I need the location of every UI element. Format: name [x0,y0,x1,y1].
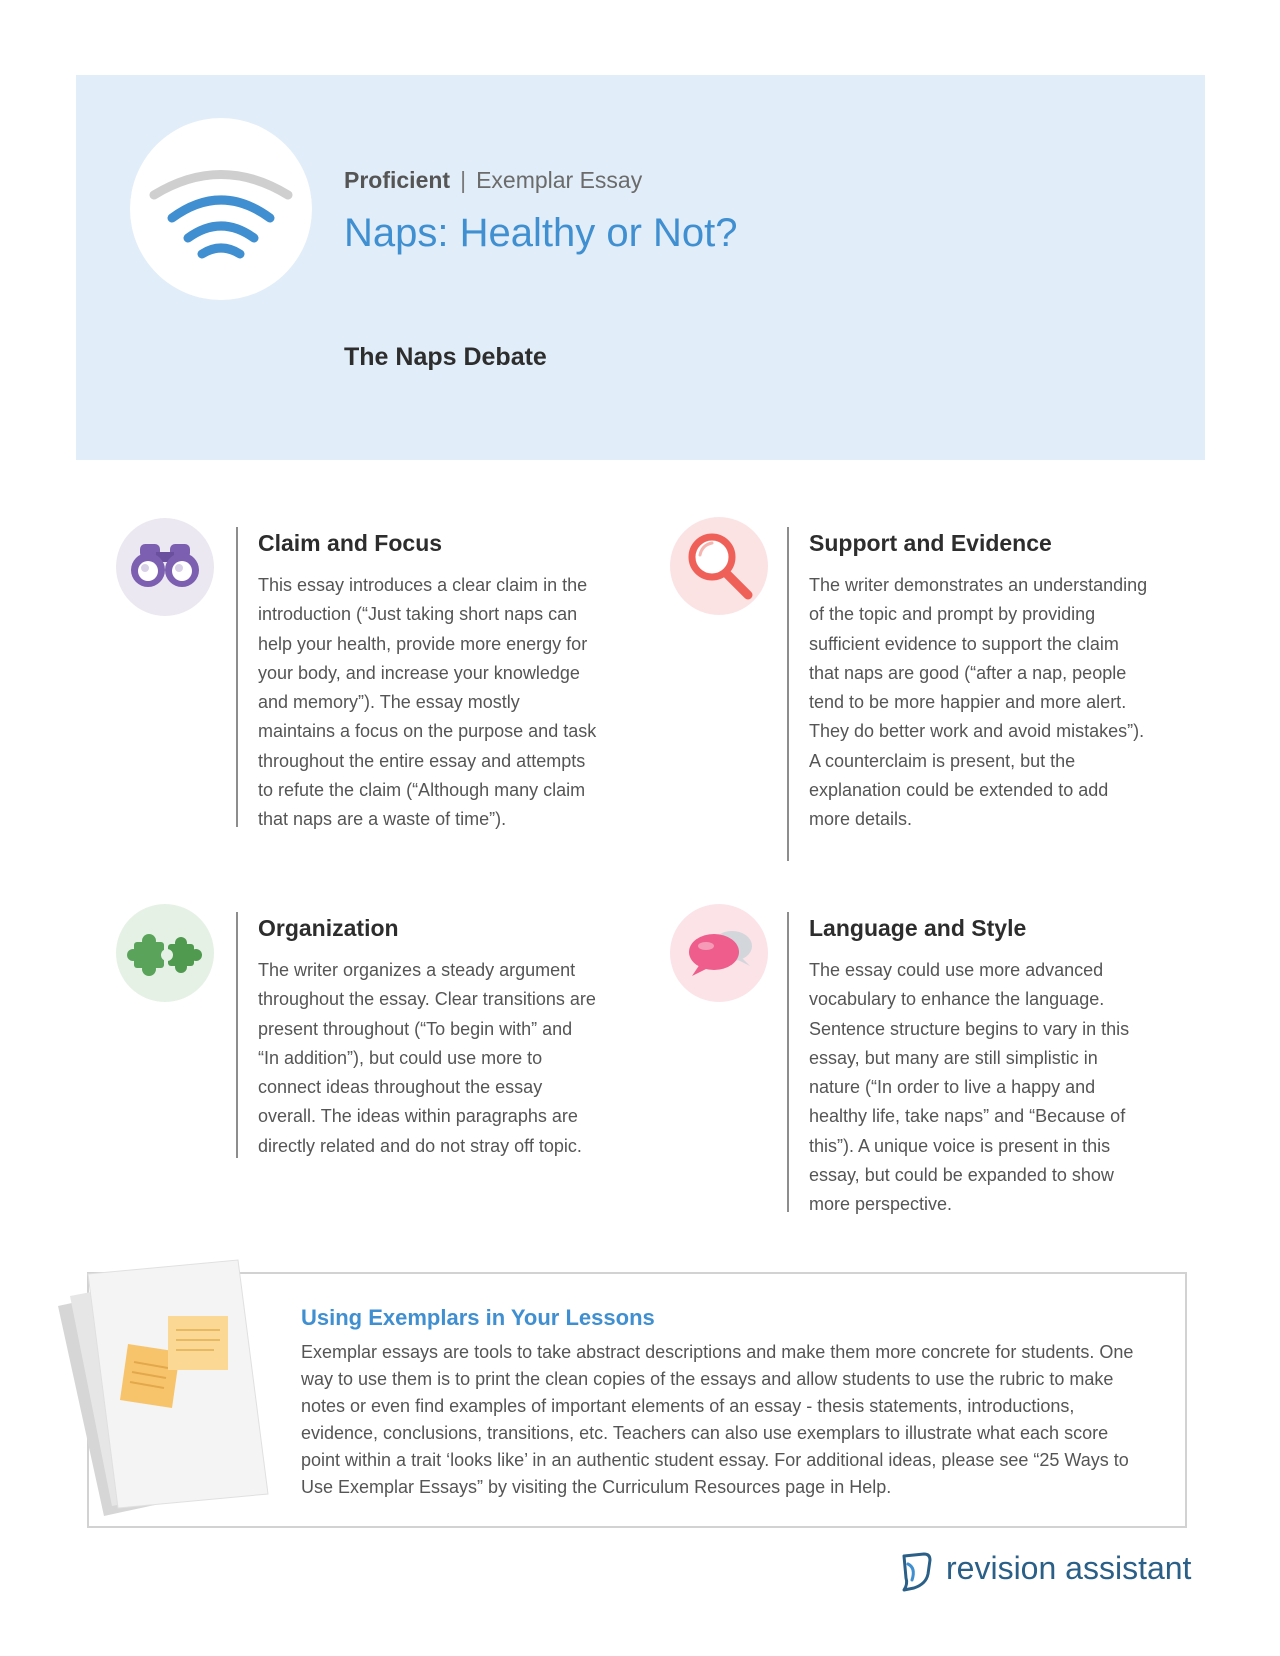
trait-description: This essay introduces a clear claim in the introduction (“Just taking short naps can help your health, provide more energy for your body, and increase your knowledge and memory”). The essay mostly maintains a focus on the purpose and task throughout the entire essay and attempts to refute the claim (“Although many claim that naps are a waste of time”). [258,575,597,830]
page-title: Naps: Healthy or Not? [344,211,738,255]
kicker-separator: | [460,167,467,193]
trait-support-evidence [787,527,1149,861]
trait-claim-focus [236,527,598,830]
trait-title: Language and Style [809,915,1027,941]
trait-icon-support-evidence [670,517,768,615]
document-type: Exemplar Essay [476,167,643,193]
trait-description: The essay could use more advanced vocabulary to enhance the language. Sentence structure begins to vary in this essay, but many are still simplistic in nature (“In order to live a happy and healthy life, take naps” and “Because of this”). A unique voice is present in this essay, but could be expanded to show more perspective. [809,960,1130,1215]
magnifying-glass-icon [670,517,768,615]
trait-title: Claim and Focus [258,530,443,556]
signal-strength-icon [130,118,312,300]
brand-name: revision assistant [946,1550,1192,1586]
papers-with-notes-icon [56,1258,276,1528]
header-kicker [344,167,642,194]
trait-title: Support and Evidence [809,530,1052,556]
trait-title: Organization [258,915,399,941]
speech-bubbles-icon [670,904,768,1002]
trait-language-style [787,912,1149,1215]
level-badge [130,118,312,300]
trait-description: The writer demonstrates an understanding of the topic and prompt by providing sufficient evidence to support the claim that naps are good (“after a nap, people tend to be more happier and more alert. They do better work and avoid mistakes”). A counterclaim is present, but the explanation could be extended to add more details. [809,575,1148,830]
lessons-title: Using Exemplars in Your Lessons [301,1305,655,1330]
binoculars-icon [116,518,214,616]
trait-icon-organization [116,904,214,1002]
header-banner [76,75,1205,460]
trait-organization [236,912,598,1158]
trait-description: The writer organizes a steady argument throughout the essay. Clear transitions are present throughout (“To begin with” and “In addition”), but could use more to connect ideas throughout the essay overall. The ideas within paragraphs are directly related and do not stray off topic. [258,960,596,1156]
level-label: Proficient [344,167,451,193]
essay-title: The Naps Debate [344,343,547,371]
puzzle-pieces-icon [116,904,214,1002]
trait-icon-claim-focus [116,518,214,616]
revision-assistant-logo-icon [896,1550,936,1592]
trait-icon-language-style [670,904,768,1002]
lessons-description: Exemplar essays are tools to take abstract descriptions and make them more concrete for students. One way to use them is to print the clean copies of the essays and allow students to use the rubric to make notes or even find examples of important elements of an essay - thesis statements, introductions, evidence, conclusions, transitions, etc. Teachers can also use exemplars to illustrate what each score point within a trait ‘looks like’ in an authentic student essay. For additional ideas, please see “25 Ways to Use Exemplar Essays” by visiting the Curriculum Resources page in Help. [301,1342,1134,1497]
